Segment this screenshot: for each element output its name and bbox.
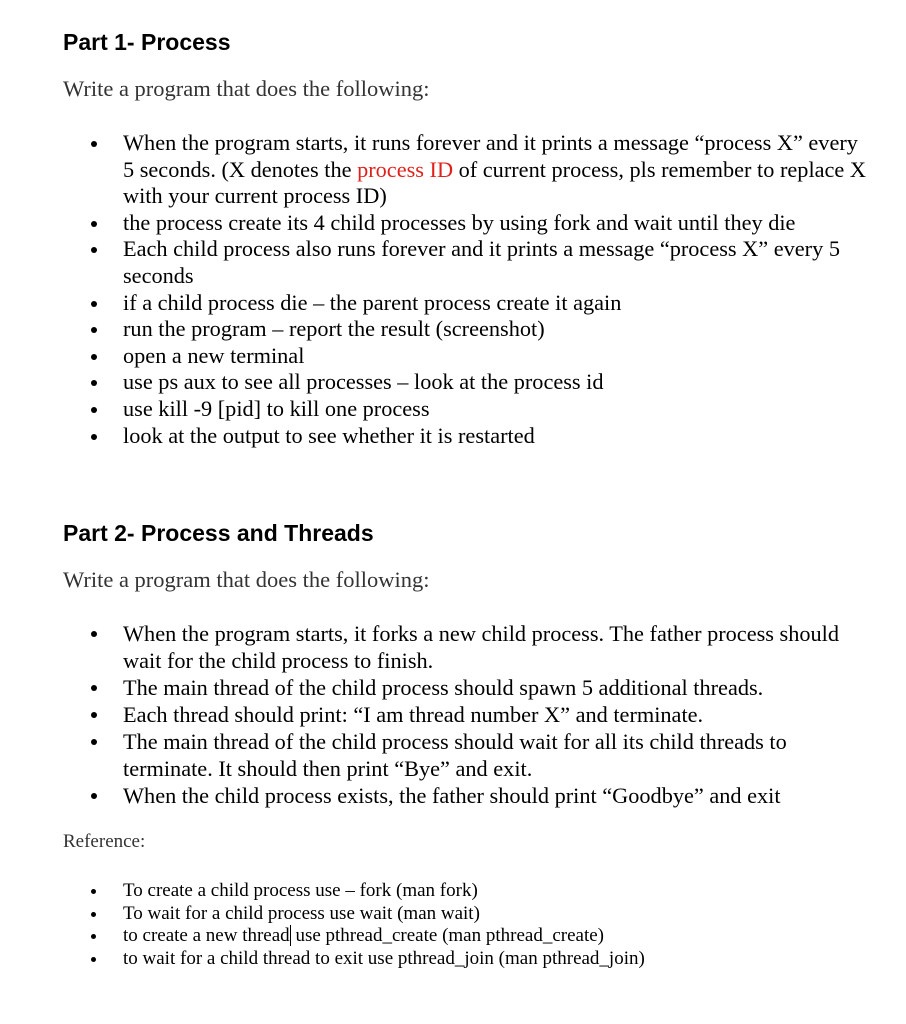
list-item: [0, 290, 906, 317]
part1-bullet1-before: When the program starts, it runs forever and it prints a message “process X” every 5 seconds. (X denotes the: [123, 130, 858, 182]
list-item: [0, 130, 906, 210]
list-item-text: use pthread_create (man pthread_create): [295, 925, 605, 946]
part2-intro: Write a program that does the following:: [63, 567, 430, 592]
bullet-icon: [91, 739, 97, 745]
reference-label: Reference:: [63, 831, 146, 852]
list-item: [0, 948, 906, 971]
list-item: [0, 369, 906, 396]
list-item-text: Each thread should print: “I am thread number X” and terminate.: [123, 702, 704, 727]
list-item-text: the process create its 4 child processes by using fork and wait until they die: [123, 209, 796, 235]
list-item: [0, 343, 906, 370]
list-item-text: run the program – report the result (screenshot): [123, 316, 545, 342]
bullet-icon: [91, 141, 97, 147]
bullet-icon: [91, 889, 96, 894]
bullet-icon: [91, 407, 97, 413]
list-item-text: use ps aux to see all processes – look at the process id: [123, 369, 604, 395]
reference-list: [0, 880, 906, 970]
list-item: [0, 620, 906, 674]
bullet-icon: [91, 934, 96, 939]
bullet-icon: [91, 301, 97, 307]
bullet-icon: [91, 380, 97, 386]
bullet-icon: [91, 327, 97, 333]
list-item: [0, 925, 906, 948]
list-item: [0, 782, 906, 809]
list-item-text: To wait for a child process use wait (man wait): [123, 902, 480, 924]
bullet-icon: [91, 221, 97, 227]
list-item-text: The main thread of the child process should wait for all its child threads to terminate. It should then print “Bye” and exit.: [123, 729, 787, 781]
bullet-icon: [91, 354, 97, 360]
part1-intro: Write a program that does the following:: [63, 76, 430, 101]
bullet-icon: [91, 685, 97, 691]
list-item-text: To create a child process use – fork (man fork): [123, 880, 478, 901]
part1-heading: Part 1- Process: [63, 29, 231, 55]
list-item-text: to wait for a child thread to exit use pthread_join (man pthread_join): [123, 947, 645, 969]
list-item: [0, 316, 906, 343]
list-item-text: When the program starts, it forks a new child process. The father process should wait for the child process to finish.: [123, 621, 839, 673]
bullet-icon: [91, 793, 97, 799]
part2-list: [0, 620, 906, 809]
part1-list: [0, 130, 906, 449]
bullet-icon: [91, 712, 97, 718]
bullet-icon: [91, 957, 96, 962]
bullet-icon: [91, 247, 97, 253]
list-item: [0, 903, 906, 926]
bullet-icon: [91, 434, 97, 440]
list-item: [0, 701, 906, 728]
part1-bullet1-after: of current process, pls remember to replace X with your current process ID): [123, 156, 867, 209]
bullet-icon: [91, 912, 96, 917]
bullet-icon: [91, 631, 97, 637]
list-item-text: if a child process die – the parent process create it again: [123, 289, 622, 315]
list-item-text: open a new terminal: [123, 342, 305, 368]
list-item: [0, 236, 906, 289]
part2-heading: Part 2- Process and Threads: [63, 520, 374, 546]
list-item: [0, 880, 906, 903]
process-id-highlight: process ID: [357, 156, 454, 182]
list-item: [0, 728, 906, 782]
list-item-text: When the child process exists, the father should print “Goodbye” and exit: [123, 783, 781, 808]
list-item: [0, 396, 906, 423]
list-item-text: look at the output to see whether it is restarted: [123, 422, 535, 448]
list-item: [0, 423, 906, 450]
list-item-text: The main thread of the child process should spawn 5 additional threads.: [123, 675, 764, 700]
list-item-text: use kill -9 [pid] to kill one process: [123, 395, 430, 421]
text-cursor-segment: to create a new thread: [123, 925, 290, 946]
list-item-text: Each child process also runs forever and it prints a message “process X” every 5 seconds: [123, 236, 840, 288]
list-item: [0, 674, 906, 701]
list-item: [0, 210, 906, 237]
